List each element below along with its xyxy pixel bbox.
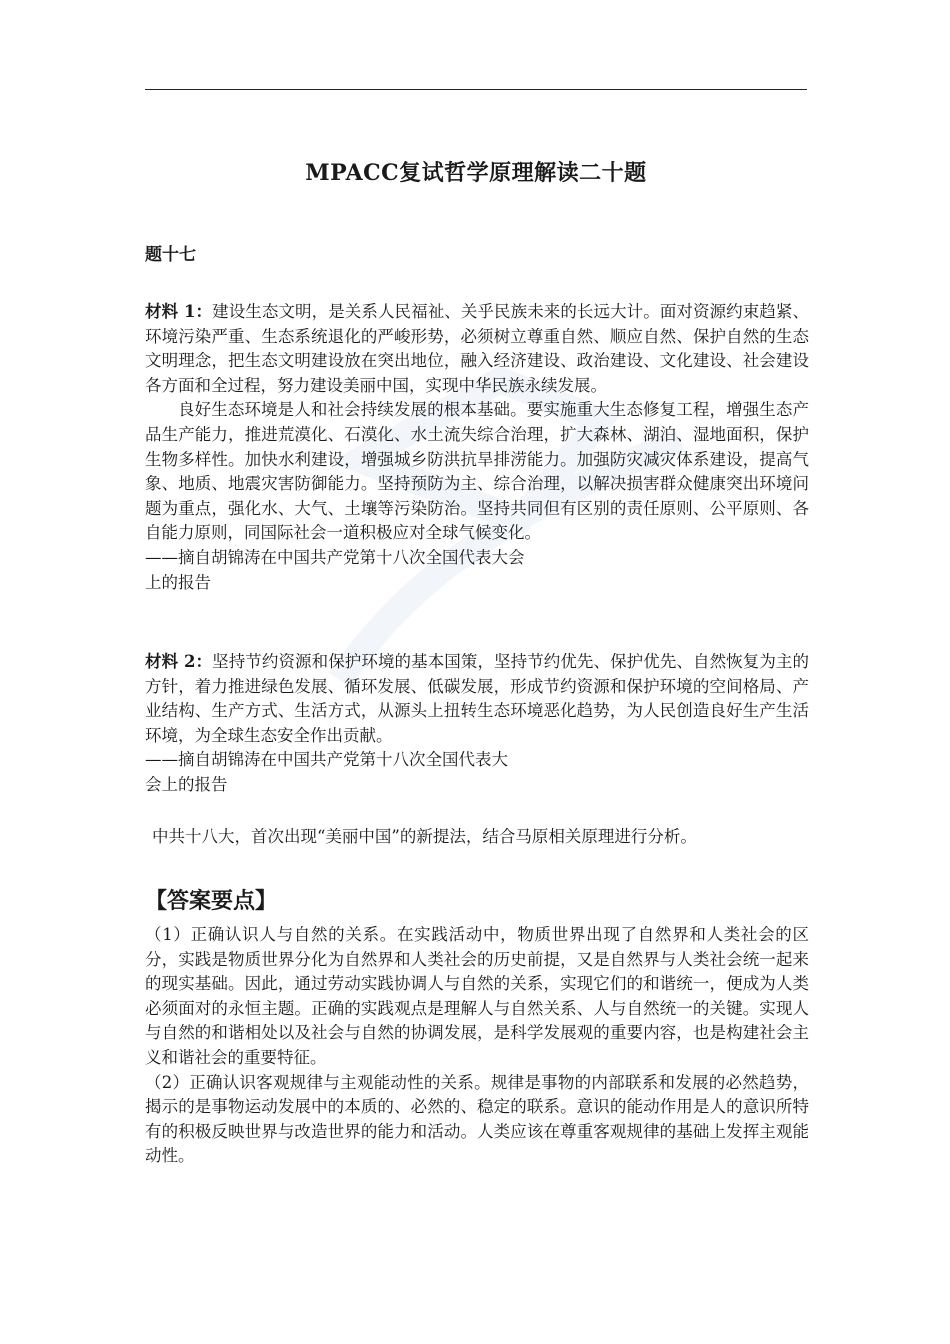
material-1-para-2: 良好生态环境是人和社会持续发展的根本基础。要实施重大生态修复工程，增强生态产品生产能力，推进荒漠化、石漠化、水土流失综合治理，扩大森林、湖泊、湿地面积，保护生物多样性。加快水利建设，增强城乡防洪抗旱排涝能力。加强防灾减灾体系建设，提高气象、地质、地震灾害防御能力。坚持预防为主、综合治理，以解决损害群众健康突出环境问题为重点，强化水、大气、土壤等污染防治。坚持共同但有区别的责任原则、公平原则、各自能力原则，同国际社会一道积极应对全球气候变化。	[145, 400, 809, 543]
material-1-text: 建设生态文明，是关系人民福祉、关乎民族未来的长远大计。面对资源约束趋紧、环境污染严重、生态系统退化的严峻形势，必须树立尊重自然、顺应自然、保护自然的生态文明理念，把生态文明建设放在突出地位，融入经济建设、政治建设、文化建设、社会建设各方面和全过程，努力建设美丽中国，实现中华民族永续发展。	[145, 302, 809, 395]
material-1-source-cont: 上的报告	[145, 572, 211, 592]
material-1-label: 材料 1：	[145, 302, 213, 321]
material-2-label: 材料 2：	[145, 652, 213, 671]
material-2-source: ——摘自胡锦涛在中国共产党第十八次全国代表大	[145, 750, 508, 770]
question-prompt: 中共十八大，首次出现“美丽中国”的新提法，结合马原相关原理进行分析。	[152, 827, 697, 846]
document-title: MPACC复试哲学原理解读二十题	[305, 160, 647, 186]
material-1-source: ——摘自胡锦涛在中国共产党第十八次全国代表大会	[145, 547, 525, 567]
material-2	[145, 650, 809, 798]
material-2-source-cont: 会上的报告	[145, 774, 228, 794]
material-2-para	[145, 650, 809, 748]
answer-points	[145, 923, 809, 1169]
answer-heading: 【答案要点】	[145, 888, 278, 914]
answer-point-1: （1）正确认识人与自然的关系。在实践活动中，物质世界出现了自然界和人类社会的区 分，实践是物质世界分化为自然界和人类社会的历史前提，又是自然界与人类社会统一起来 的现实基础。因此，通过劳动实践协调人与自然的关系，实现它们的和谐统一，便成为人类必须面对的永恒主题。正确的实践观点是理解人与自然关系、人与自然统一的关键。实现人与自然的和谐相处以及社会与自然的协调发展，是科学发展观的重要内容，也是构建社会主义和谐社会的重要特征。	[145, 925, 809, 1067]
material-1-para-1	[145, 300, 809, 398]
material-2-text: 坚持节约资源和保护环境的基本国策，坚持节约优先、保护优先、自然恢复为主的方针，着力推进绿色发展、循环发展、低碳发展，形成节约资源和保护环境的空间格局、产业结构、生产方式、生活方式，从源头上扭转生态环境恶化趋势，为人民创造良好生产生活环境，为全球生态安全作出贡献。	[145, 652, 809, 745]
header-rule	[145, 89, 807, 90]
answer-point-2: （2）正确认识客观规律与主观能动性的关系。规律是事物的内部联系和发展的必然趋势， 揭示的是事物运动发展中的本质的、必然的、稳定的联系。意识的能动作用是人的意识所特有的积极反映世界与改造世界的能力和活动。人类应该在尊重客观规律的基础上发挥主观能动性。	[145, 1072, 809, 1166]
material-1	[145, 300, 809, 595]
question-number: 题十七	[145, 245, 196, 265]
